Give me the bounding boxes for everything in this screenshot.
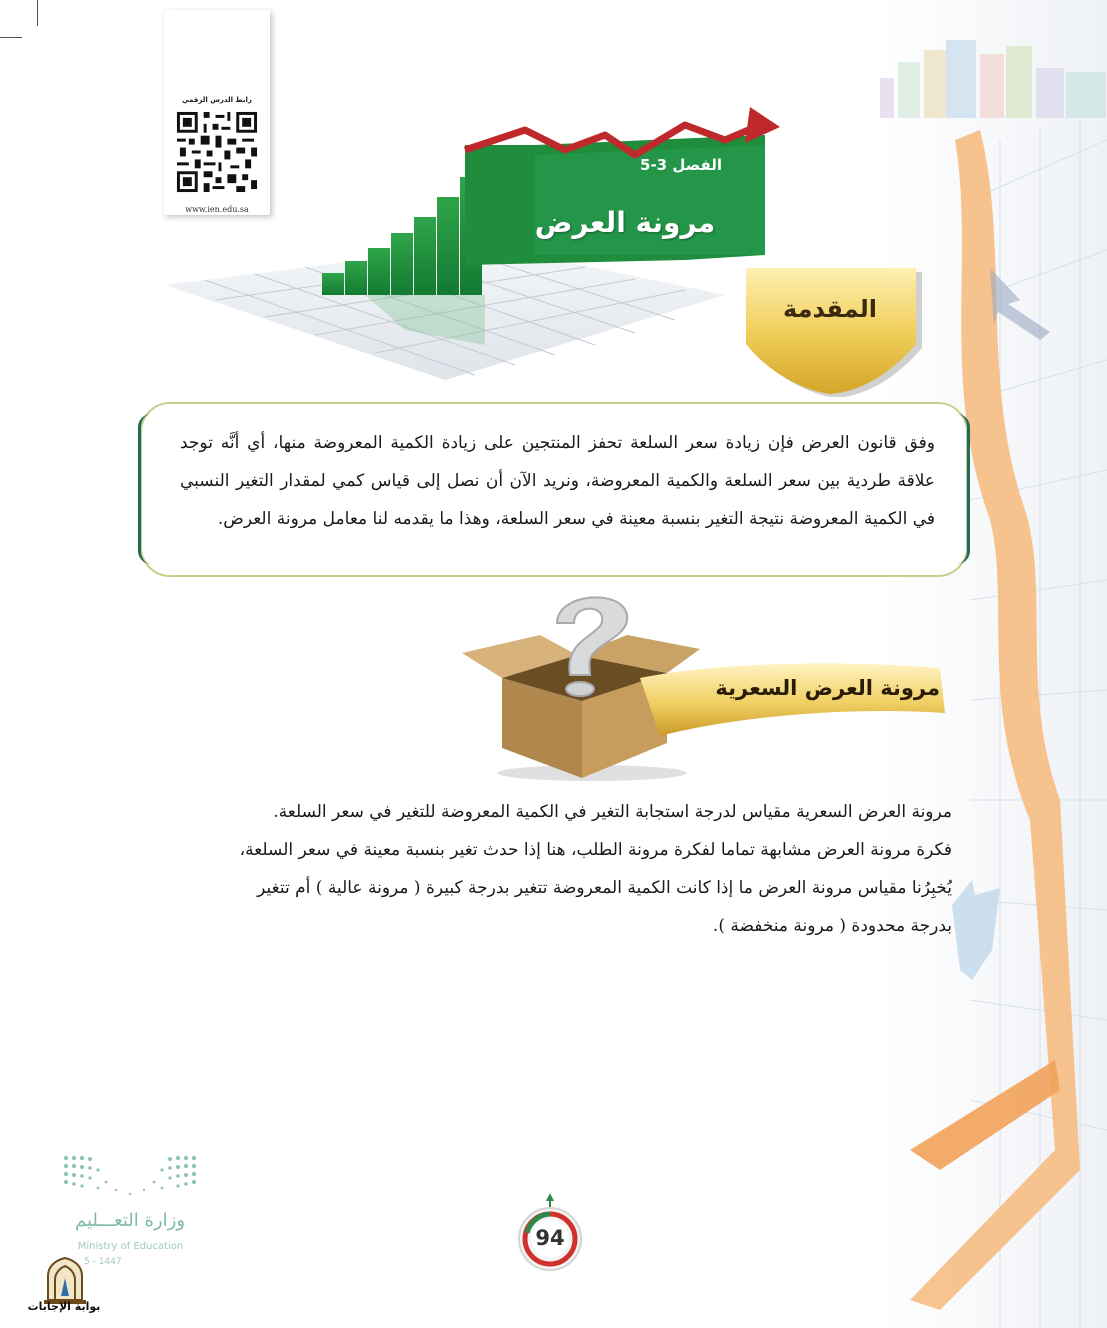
body-line: مرونة العرض السعرية مقياس لدرجة استجابة التغير في الكمية المعروضة للتغير في سعر السلعة. xyxy=(273,802,952,822)
crop-mark xyxy=(37,0,38,26)
section-body xyxy=(160,793,952,945)
crop-mark xyxy=(0,37,22,38)
body-line: يُخبِرُنا مقياس مرونة العرض ما إذا كانت الكمية المعروضة تتغير بدرجة كبيرة ( مرونة عالية ) أم تتغير xyxy=(257,878,952,898)
page-number: 94 xyxy=(535,1226,565,1250)
ministry-name-en: Ministry of Education xyxy=(77,1241,184,1252)
chapter-title: مرونة العرض xyxy=(534,206,716,239)
chapter-header-graphic xyxy=(165,95,785,385)
intro-label: المقدمة xyxy=(783,295,877,323)
body-line: بدرجة محدودة ( مرونة منخفضة ). xyxy=(712,916,952,936)
chapter-label: الفصل 3-5 xyxy=(640,156,723,174)
ministry-year: 5 - 1447 xyxy=(84,1257,122,1267)
section-title: مرونة العرض السعرية xyxy=(715,676,940,700)
ministry-name-ar: وزارة التعـــليم xyxy=(74,1210,186,1231)
intro-badge xyxy=(740,262,926,397)
qr-caption: رابط الدرس الرقمي xyxy=(182,96,252,104)
qr-url[interactable]: www.ien.edu.sa xyxy=(185,205,249,214)
body-line: فكرة مرونة العرض مشابهة تماما لفكرة مرونة الطلب، هنا إذا حدث تغير بنسبة معينة في سعر السلعة، xyxy=(239,840,952,860)
portal-label: بوابة الإجابات xyxy=(27,1300,101,1313)
intro-text: وفق قانون العرض فإن زيادة سعر السلعة تحفز المنتجين على زيادة الكمية المعروضة منها، أي أنَّه توجد علاقة طردية بين سعر السلعة والكمية المعروضة، ونريد الآن أن نصل إلى قياس كمي لمقدار التغير النسبي في الكمية المعروضة نتيجة التغير بنسبة معينة في سعر السلعة، وهذا ما يقدمه لنا معامل مرونة العرض. xyxy=(180,433,935,529)
